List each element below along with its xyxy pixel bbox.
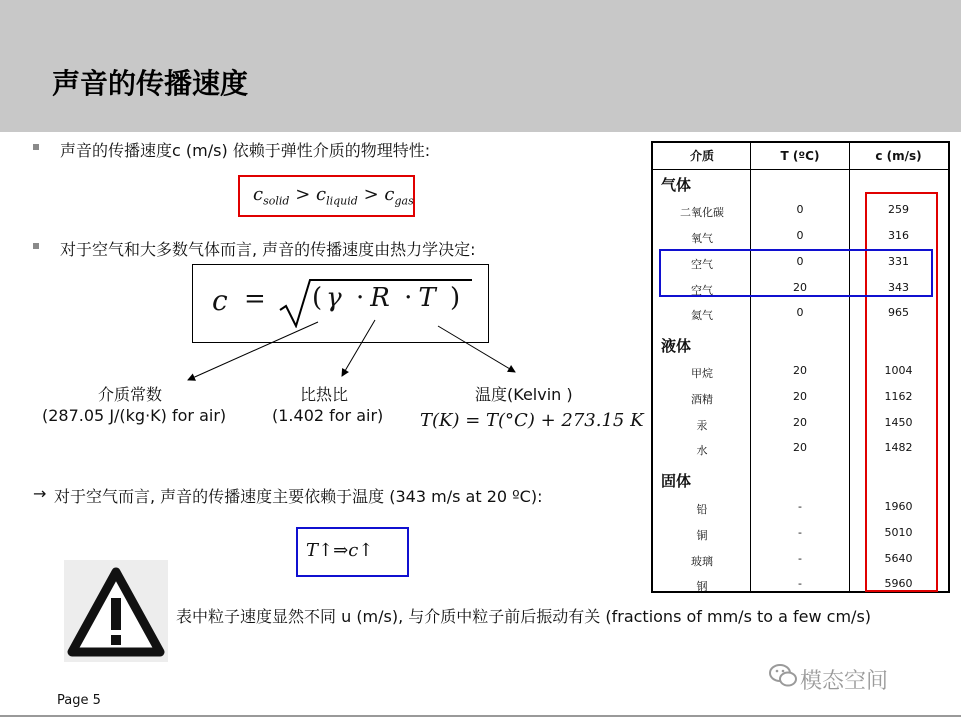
air-rows-highlight [659, 249, 933, 297]
table-cell-temperature: - [798, 526, 802, 539]
arrow-icon: → [33, 484, 47, 503]
medium-constant-value: (287.05 J/(kg·K) for air) [42, 406, 227, 425]
table-cell-temperature: 0 [796, 203, 804, 216]
page-number: Page 5 [57, 693, 101, 708]
table-cell-speed: 316 [888, 229, 909, 242]
table-cell-temperature: 20 [793, 390, 807, 403]
table-category-liquid: 液体 [661, 337, 692, 355]
table-cell-temperature: - [798, 552, 802, 565]
table-header-divider [653, 169, 948, 170]
table-cell-speed: 5010 [884, 526, 913, 539]
arrow-to-medium-constant [188, 322, 318, 380]
heat-ratio-value: (1.402 for air) [272, 406, 384, 425]
table-cell-speed: 1482 [884, 441, 913, 454]
medium-constant-label: 介质常数 [98, 385, 163, 404]
table-cell-medium: 甲烷 [691, 367, 713, 380]
table-cell-temperature: 0 [796, 229, 804, 242]
table-cell-medium: 钢 [696, 580, 708, 593]
speed-formula-lhs: c [212, 284, 228, 317]
table-cell-speed: 259 [888, 203, 909, 216]
table-cell-medium: 氦气 [691, 309, 713, 322]
inequality-equation: $c_{solid} > c_{liquid} > c_{gas}$ [253, 184, 414, 208]
table-cell-medium: 水 [696, 444, 708, 457]
table-header-speed: c (m/s) [875, 149, 922, 163]
table-cell-medium: 汞 [696, 419, 708, 432]
table-cell-temperature: 0 [796, 255, 804, 268]
table-cell-temperature: 20 [793, 441, 807, 454]
air-temperature-note: 对于空气而言, 声音的传播速度主要依赖于温度 (343 m/s at 20 ºC): [54, 487, 543, 506]
footer-divider [0, 715, 961, 717]
table-cell-speed: 1004 [884, 364, 913, 377]
temperature-implies-equation: T↑⇒c↑ [306, 540, 374, 561]
table-cell-speed: 1450 [884, 416, 913, 429]
table-cell-medium: 铅 [696, 503, 708, 516]
table-cell-speed: 5960 [884, 577, 913, 590]
table-cell-medium: 铜 [696, 529, 708, 542]
slide-title: 声音的传播速度 [52, 67, 249, 100]
table-cell-speed: 965 [888, 306, 909, 319]
warning-text: 表中粒子速度显然不同 u (m/s), 与介质中粒子前后振动有关 (fractions of mm/s to a few cm/s) [176, 607, 872, 626]
table-cell-speed: 1162 [884, 390, 913, 403]
temperature-label: 温度(Kelvin ) [475, 385, 573, 404]
table-category-gas: 气体 [661, 176, 692, 194]
heat-ratio-label: 比热比 [300, 385, 349, 404]
table-cell-temperature: 20 [793, 281, 807, 294]
table-cell-temperature: 0 [796, 306, 804, 319]
table-cell-speed: 5640 [884, 552, 913, 565]
table-cell-medium: 酒精 [691, 393, 713, 406]
table-cell-temperature: 20 [793, 364, 807, 377]
table-cell-medium: 空气 [691, 258, 713, 271]
table-cell-temperature: - [798, 500, 802, 513]
table-header-temperature: T (ºC) [780, 149, 820, 163]
watermark-text: 模态空间 [800, 669, 889, 694]
table-cell-speed: 331 [888, 255, 909, 268]
table-cell-medium: 二氧化碳 [680, 206, 724, 219]
wechat-icon [768, 662, 798, 690]
warning-icon [64, 560, 168, 662]
bullet-text-1: 声音的传播速度c (m/s) 依赖于弹性介质的物理特性: [60, 141, 431, 160]
arrow-to-heat-ratio [342, 320, 375, 376]
table-cell-speed: 1960 [884, 500, 913, 513]
table-cell-medium: 玻璃 [691, 555, 713, 568]
temperature-formula: T(K) = T(°C) + 273.15 K [420, 410, 644, 431]
table-cell-temperature: - [798, 577, 802, 590]
table-cell-medium: 空气 [691, 284, 713, 297]
table-cell-temperature: 20 [793, 416, 807, 429]
table-cell-medium: 氧气 [691, 232, 713, 245]
arrow-to-temperature [438, 326, 515, 372]
table-header-medium: 介质 [689, 149, 714, 163]
bullet-text-2: 对于空气和大多数气体而言, 声音的传播速度由热力学决定: [60, 240, 476, 259]
table-category-solid: 固体 [661, 472, 692, 490]
table-cell-speed: 343 [888, 281, 909, 294]
speed-formula-equals: = [244, 284, 266, 314]
speed-formula-radicand: ( γ · R · T ) [312, 283, 461, 313]
